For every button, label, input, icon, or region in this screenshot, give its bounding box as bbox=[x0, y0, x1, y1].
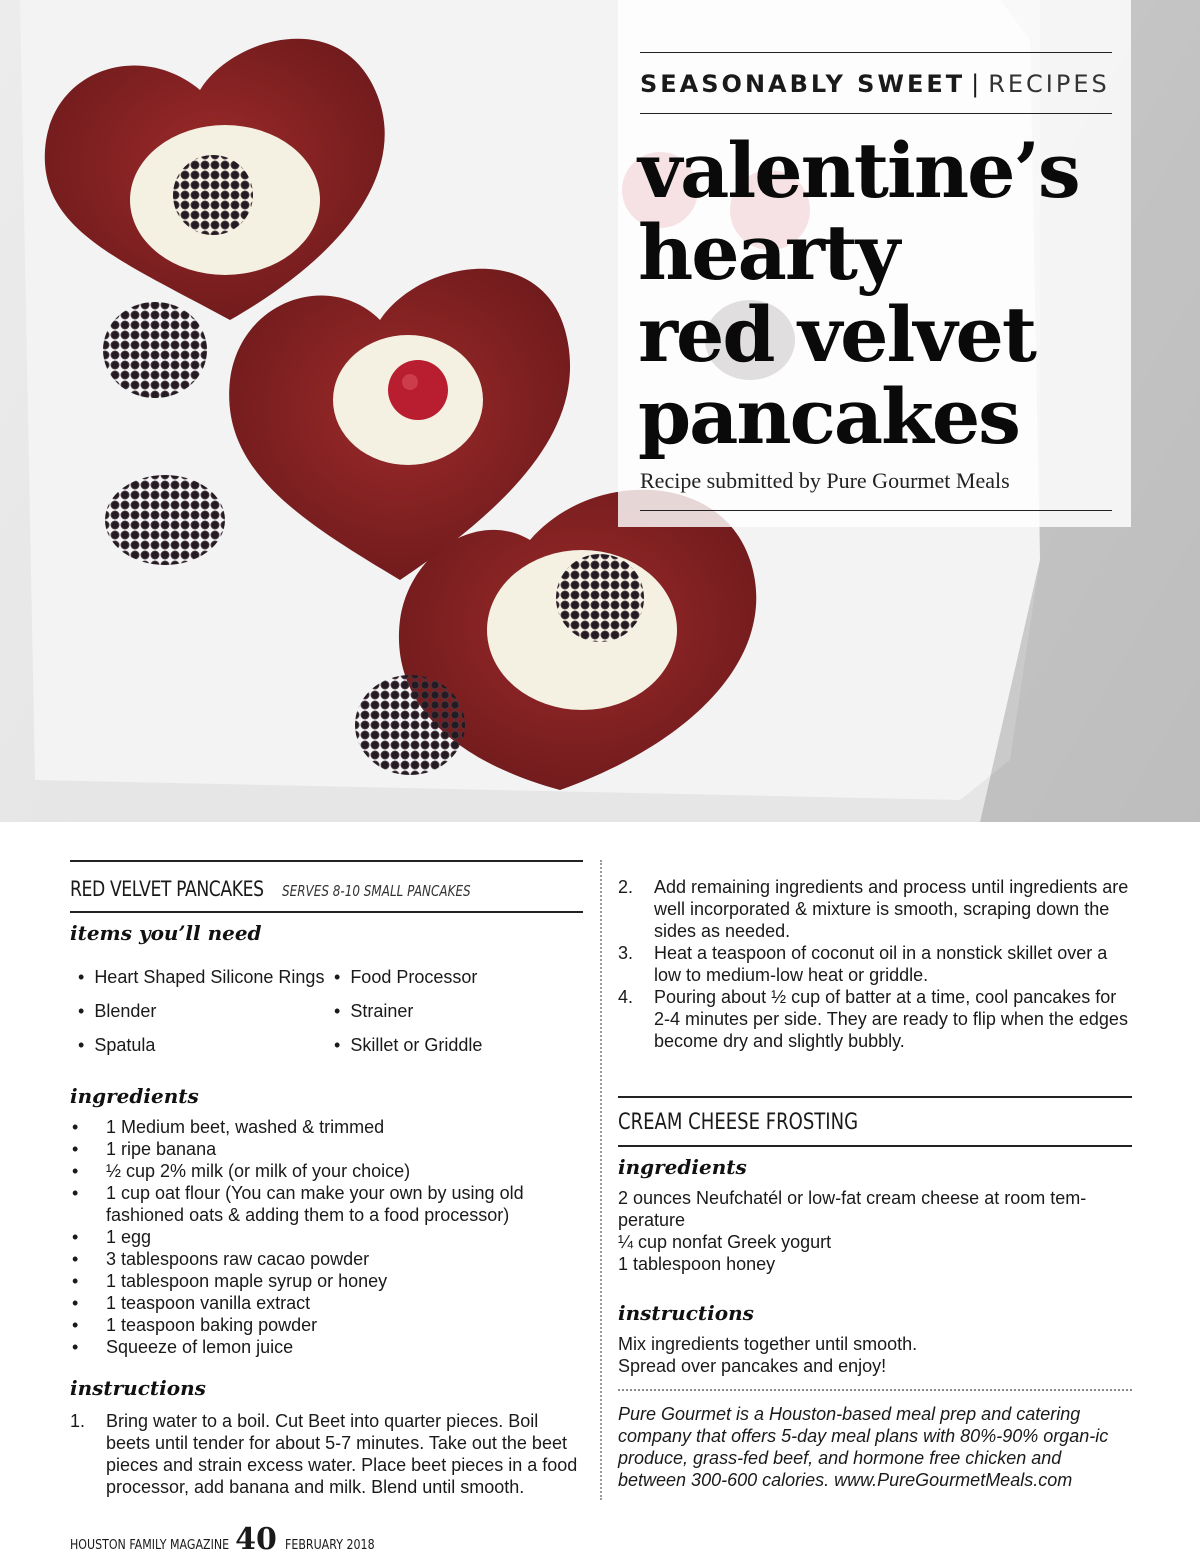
title-line: valentine’s bbox=[638, 126, 1079, 215]
frosting-ingredient: 1 tablespoon honey bbox=[618, 1254, 776, 1274]
instructions-list bbox=[70, 1410, 583, 1498]
step-text: Heat a teaspoon of coconut oil in a nonstick skillet over a low to medium-low heat or griddle. bbox=[654, 943, 1108, 985]
ingredient-item: • 3 tablespoons raw cacao powder bbox=[70, 1248, 583, 1270]
title-panel bbox=[618, 0, 1131, 527]
ingredient-item: • 1 Medium beet, washed & trimmed bbox=[70, 1116, 583, 1138]
dotted-divider bbox=[618, 1389, 1132, 1391]
instructions-heading: instructions bbox=[70, 1376, 206, 1400]
frosting-ingredient: 2 ounces Neufchatél or low-fat cream cheese at room tem-perature bbox=[618, 1188, 1087, 1230]
page-number: 40 bbox=[235, 1522, 277, 1557]
frosting-instruction: Mix ingredients together until smooth. bbox=[618, 1334, 918, 1354]
ingredient-item: • 1 tablespoon maple syrup or honey bbox=[70, 1270, 583, 1292]
issue-date: FEBRUARY 2018 bbox=[284, 1538, 375, 1553]
ingredients-heading: ingredients bbox=[70, 1084, 199, 1108]
step-text: Add remaining ingredients and process until ingredients are well incorporated & mixture is smooth, scraping down the sides as needed. bbox=[654, 877, 1129, 941]
recipe-header bbox=[70, 862, 583, 911]
tool-item: • Food Processor bbox=[326, 967, 576, 988]
instructions-list-continued bbox=[618, 876, 1132, 1052]
title-line: hearty bbox=[638, 208, 899, 297]
step-number: 2. bbox=[618, 877, 634, 897]
frosting-ingredients-heading: ingredients bbox=[618, 1155, 747, 1179]
frosting-instructions-heading: instructions bbox=[618, 1301, 754, 1325]
title-line: red velvet bbox=[638, 290, 1035, 379]
instruction-step bbox=[618, 942, 1132, 986]
title-bottom-rule bbox=[640, 510, 1112, 511]
ingredient-item: • 1 teaspoon baking powder bbox=[70, 1314, 583, 1336]
instruction-step bbox=[70, 1410, 583, 1498]
tool-item: • Strainer bbox=[326, 1001, 576, 1022]
tool-item: • Skillet or Griddle bbox=[326, 1035, 576, 1056]
blackberry-1 bbox=[173, 155, 253, 235]
ingredient-item: • 1 teaspoon vanilla extract bbox=[70, 1292, 583, 1314]
raspberry bbox=[388, 360, 448, 420]
blackberry-3 bbox=[556, 554, 644, 642]
tool-item: • Heart Shaped Silicone Rings bbox=[70, 967, 326, 988]
section-name: SEASONABLY SWEET bbox=[640, 70, 966, 98]
ingredients-list bbox=[70, 1116, 583, 1358]
tool-item: • Blender bbox=[70, 1001, 326, 1022]
recipe-red-velvet bbox=[70, 860, 583, 1498]
tools-list bbox=[70, 967, 583, 1056]
recipe-continued bbox=[618, 876, 1132, 1491]
blackberry-loose-2 bbox=[105, 475, 225, 565]
title-line: pancakes bbox=[638, 372, 1019, 461]
frosting-recipe-name: CREAM CHEESE FROSTING bbox=[618, 1110, 859, 1135]
section-label bbox=[640, 70, 1110, 98]
frosting-ingredient: ¼ cup nonfat Greek yogurt bbox=[618, 1232, 832, 1252]
step-number: 1. bbox=[70, 1411, 86, 1431]
section-separator: | bbox=[971, 70, 983, 98]
frosting-instruction: Spread over pancakes and enjoy! bbox=[618, 1356, 887, 1376]
ingredient-item: • Squeeze of lemon juice bbox=[70, 1336, 583, 1358]
ingredient-item: • 1 cup oat flour (You can make your own by using old fashioned oats & adding them to a food processor) bbox=[70, 1182, 583, 1226]
title-top-rule bbox=[640, 52, 1112, 53]
column-divider bbox=[600, 860, 602, 1500]
recipe-servings: SERVES 8-10 SMALL PANCAKES bbox=[282, 882, 471, 900]
step-text: Pouring about ½ cup of batter at a time, cool pancakes for 2-4 minutes per side. They are ready to flip when the edges become dry and slightly bubbly. bbox=[654, 987, 1128, 1051]
publication-name: HOUSTON FAMILY MAGAZINE bbox=[70, 1538, 230, 1553]
about-blurb: Pure Gourmet is a Houston-based meal prep and catering company that offers 5-day meal plans with 80%-90% organ-ic produce, grass-fed beef, and hormone free chicken and between 300-600 calories. www.PureGourmetMeals.com bbox=[618, 1404, 1109, 1490]
section-category: RECIPES bbox=[988, 70, 1110, 98]
page-title bbox=[638, 126, 1118, 461]
recipe-name: RED VELVET PANCAKES bbox=[70, 877, 264, 901]
blackberry-loose-1 bbox=[103, 302, 207, 398]
instruction-step bbox=[618, 876, 1132, 942]
divider bbox=[618, 1145, 1132, 1147]
ingredient-item: • 1 ripe banana bbox=[70, 1138, 583, 1160]
step-number: 4. bbox=[618, 987, 634, 1007]
divider bbox=[70, 911, 583, 913]
step-text: Bring water to a boil. Cut Beet into quarter pieces. Boil beets until tender for about 5-7 minutes. Take out the beet pieces and strain excess water. Place beet pieces in a food processor, add banana and milk. Blend until smooth. bbox=[106, 1411, 578, 1497]
page-footer bbox=[70, 1522, 390, 1557]
blackberry-loose-3 bbox=[355, 675, 465, 775]
instruction-step bbox=[618, 986, 1132, 1052]
step-number: 3. bbox=[618, 943, 634, 963]
ingredient-item: • ½ cup 2% milk (or milk of your choice) bbox=[70, 1160, 583, 1182]
byline: Recipe submitted by Pure Gourmet Meals bbox=[640, 468, 1010, 493]
ingredient-item: • 1 egg bbox=[70, 1226, 583, 1248]
tool-item: • Spatula bbox=[70, 1035, 326, 1056]
title-mid-rule bbox=[640, 113, 1112, 114]
tools-heading: items you’ll need bbox=[70, 921, 262, 945]
